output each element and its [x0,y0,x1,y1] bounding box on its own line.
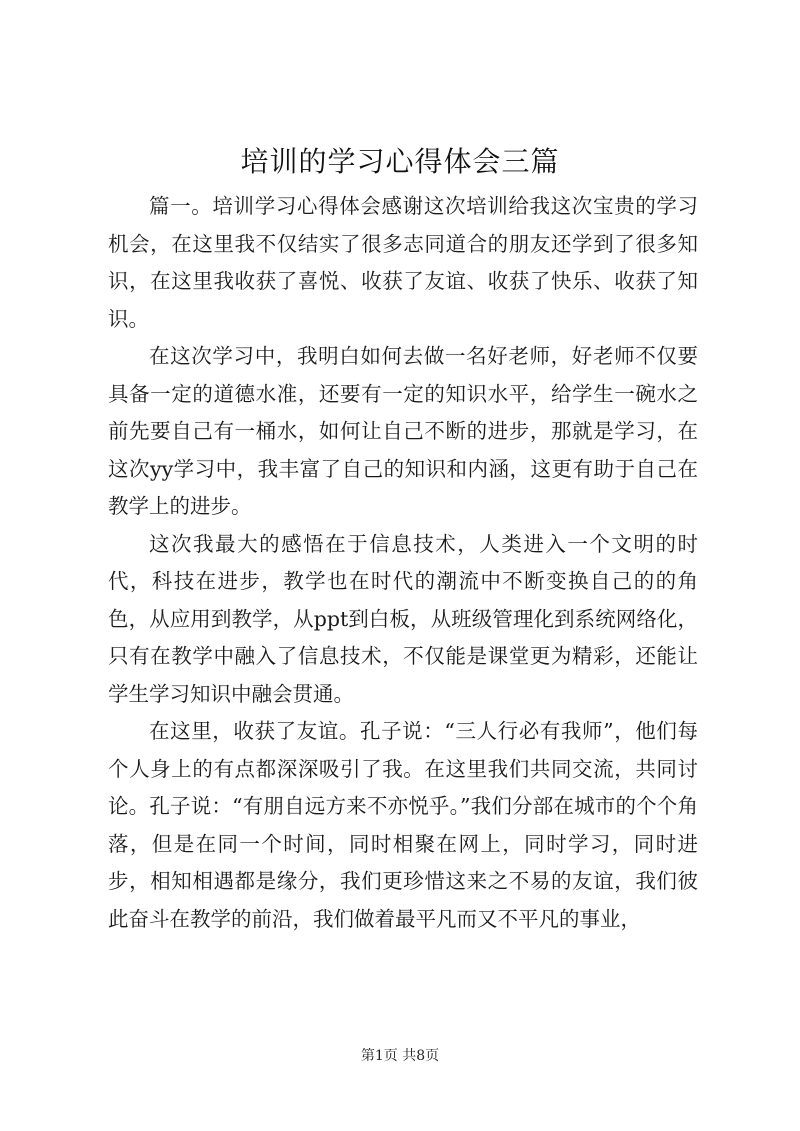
page-footer: 第1页 共8页 [360,1048,440,1064]
paragraph-4: 在这里，收获了友谊。孔子说：“三人行必有我师”，他们每个人身上的有点都深深吸引了我。在这里我们共同交流，共同讨论。孔子说：“有朋自远方来不亦悦乎。”我们分部在城市的个个角落，但是在同一个时间，同时相聚在网上，同时学习，同时进步，相知相遇都是缘分，我们更珍惜这来之不易的友谊，我们彼此奋斗在教学的前沿，我们做着最平凡而又不平凡的事业， [108,719,698,931]
document-body [108,188,698,938]
paragraph-1: 篇一。培训学习心得体会感谢这次培训给我这次宝贵的学习机会，在这里我不仅结实了很多志同道合的朋友还学到了很多知识，在这里我收获了喜悦、收获了友谊、收获了快乐、收获了知识。 [108,194,698,331]
document-title: 培训的学习心得体会三篇 [240,145,560,178]
paragraph-3: 这次我最大的感悟在于信息技术，人类进入一个文明的时代，科技在进步，教学也在时代的潮流中不断变换自己的的角色，从应用到教学，从ppt到白板，从班级管理化到系统网络化，只有在教学中融入了信息技术，不仅能是课堂更为精彩，还能让学生学习知识中融会贯通。 [108,531,698,706]
paragraph-2: 在这次学习中，我明白如何去做一名好老师，好老师不仅要具备一定的道德水准，还要有一定的知识水平，给学生一碗水之前先要自己有一桶水，如何让自己不断的进步，那就是学习，在这次yy学习中，我丰富了自己的知识和内涵，这更有助于自己在教学上的进步。 [108,344,698,518]
